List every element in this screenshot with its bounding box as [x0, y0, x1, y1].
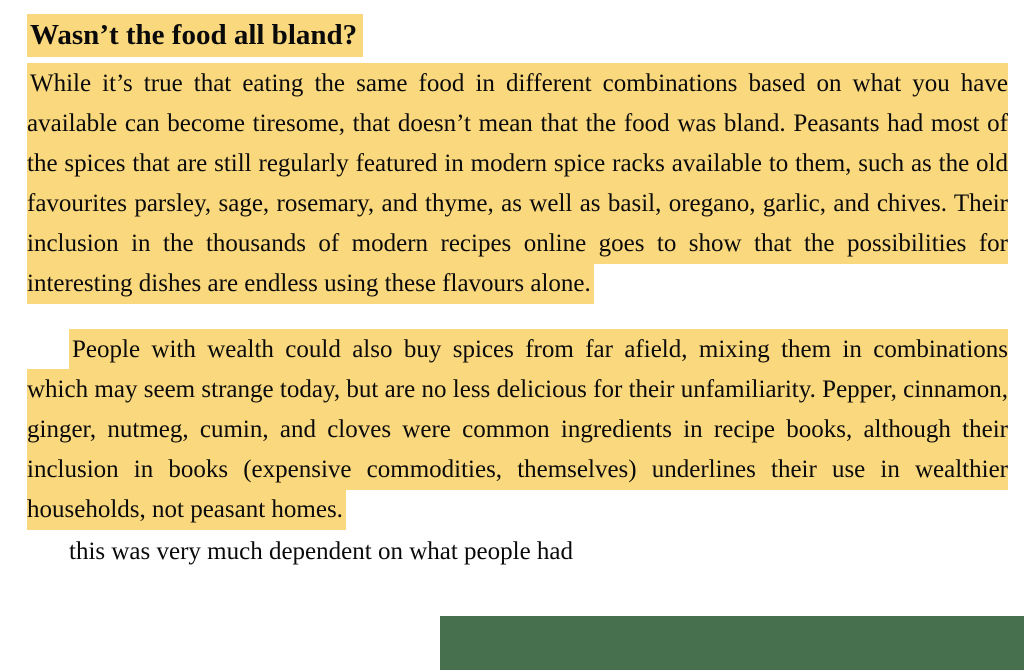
- redaction-box: [440, 616, 1024, 670]
- highlighted-text: People with wealth could also buy spices from far afield, mixing them in combinations which may seem strange today, but are no less delicious for their unfamiliarity. Pepper, cinnamon, ginger, nutmeg, cumin, and cloves were common ingredients in recipe books, although their inclusion in books (expensive commodities, themselves) underlines their use in wealthier households, not peasant homes.: [27, 329, 1008, 530]
- highlighted-text: While it’s true that eating the same food in different combinations based on what you have available can become tiresome, that doesn’t mean that the food was bland. Peasants had most of the spices that are still regularly featured in modern spice racks available to them, such as the old favourites parsley, sage, rosemary, and thyme, as well as basil, oregano, garlic, and chives. Their inclusion in the thousands of modern recipes online goes to show that the possibilities for interesting dishes are endless using these flavours alone.: [27, 63, 1008, 304]
- paragraph: [27, 330, 1008, 530]
- clipped-partial-line: this was very much dependent on what people had: [69, 538, 574, 565]
- paragraph: [27, 64, 1008, 304]
- text-column: [27, 12, 1008, 572]
- section-heading: [27, 12, 1008, 58]
- heading-highlight: Wasn’t the food all bland?: [27, 14, 363, 57]
